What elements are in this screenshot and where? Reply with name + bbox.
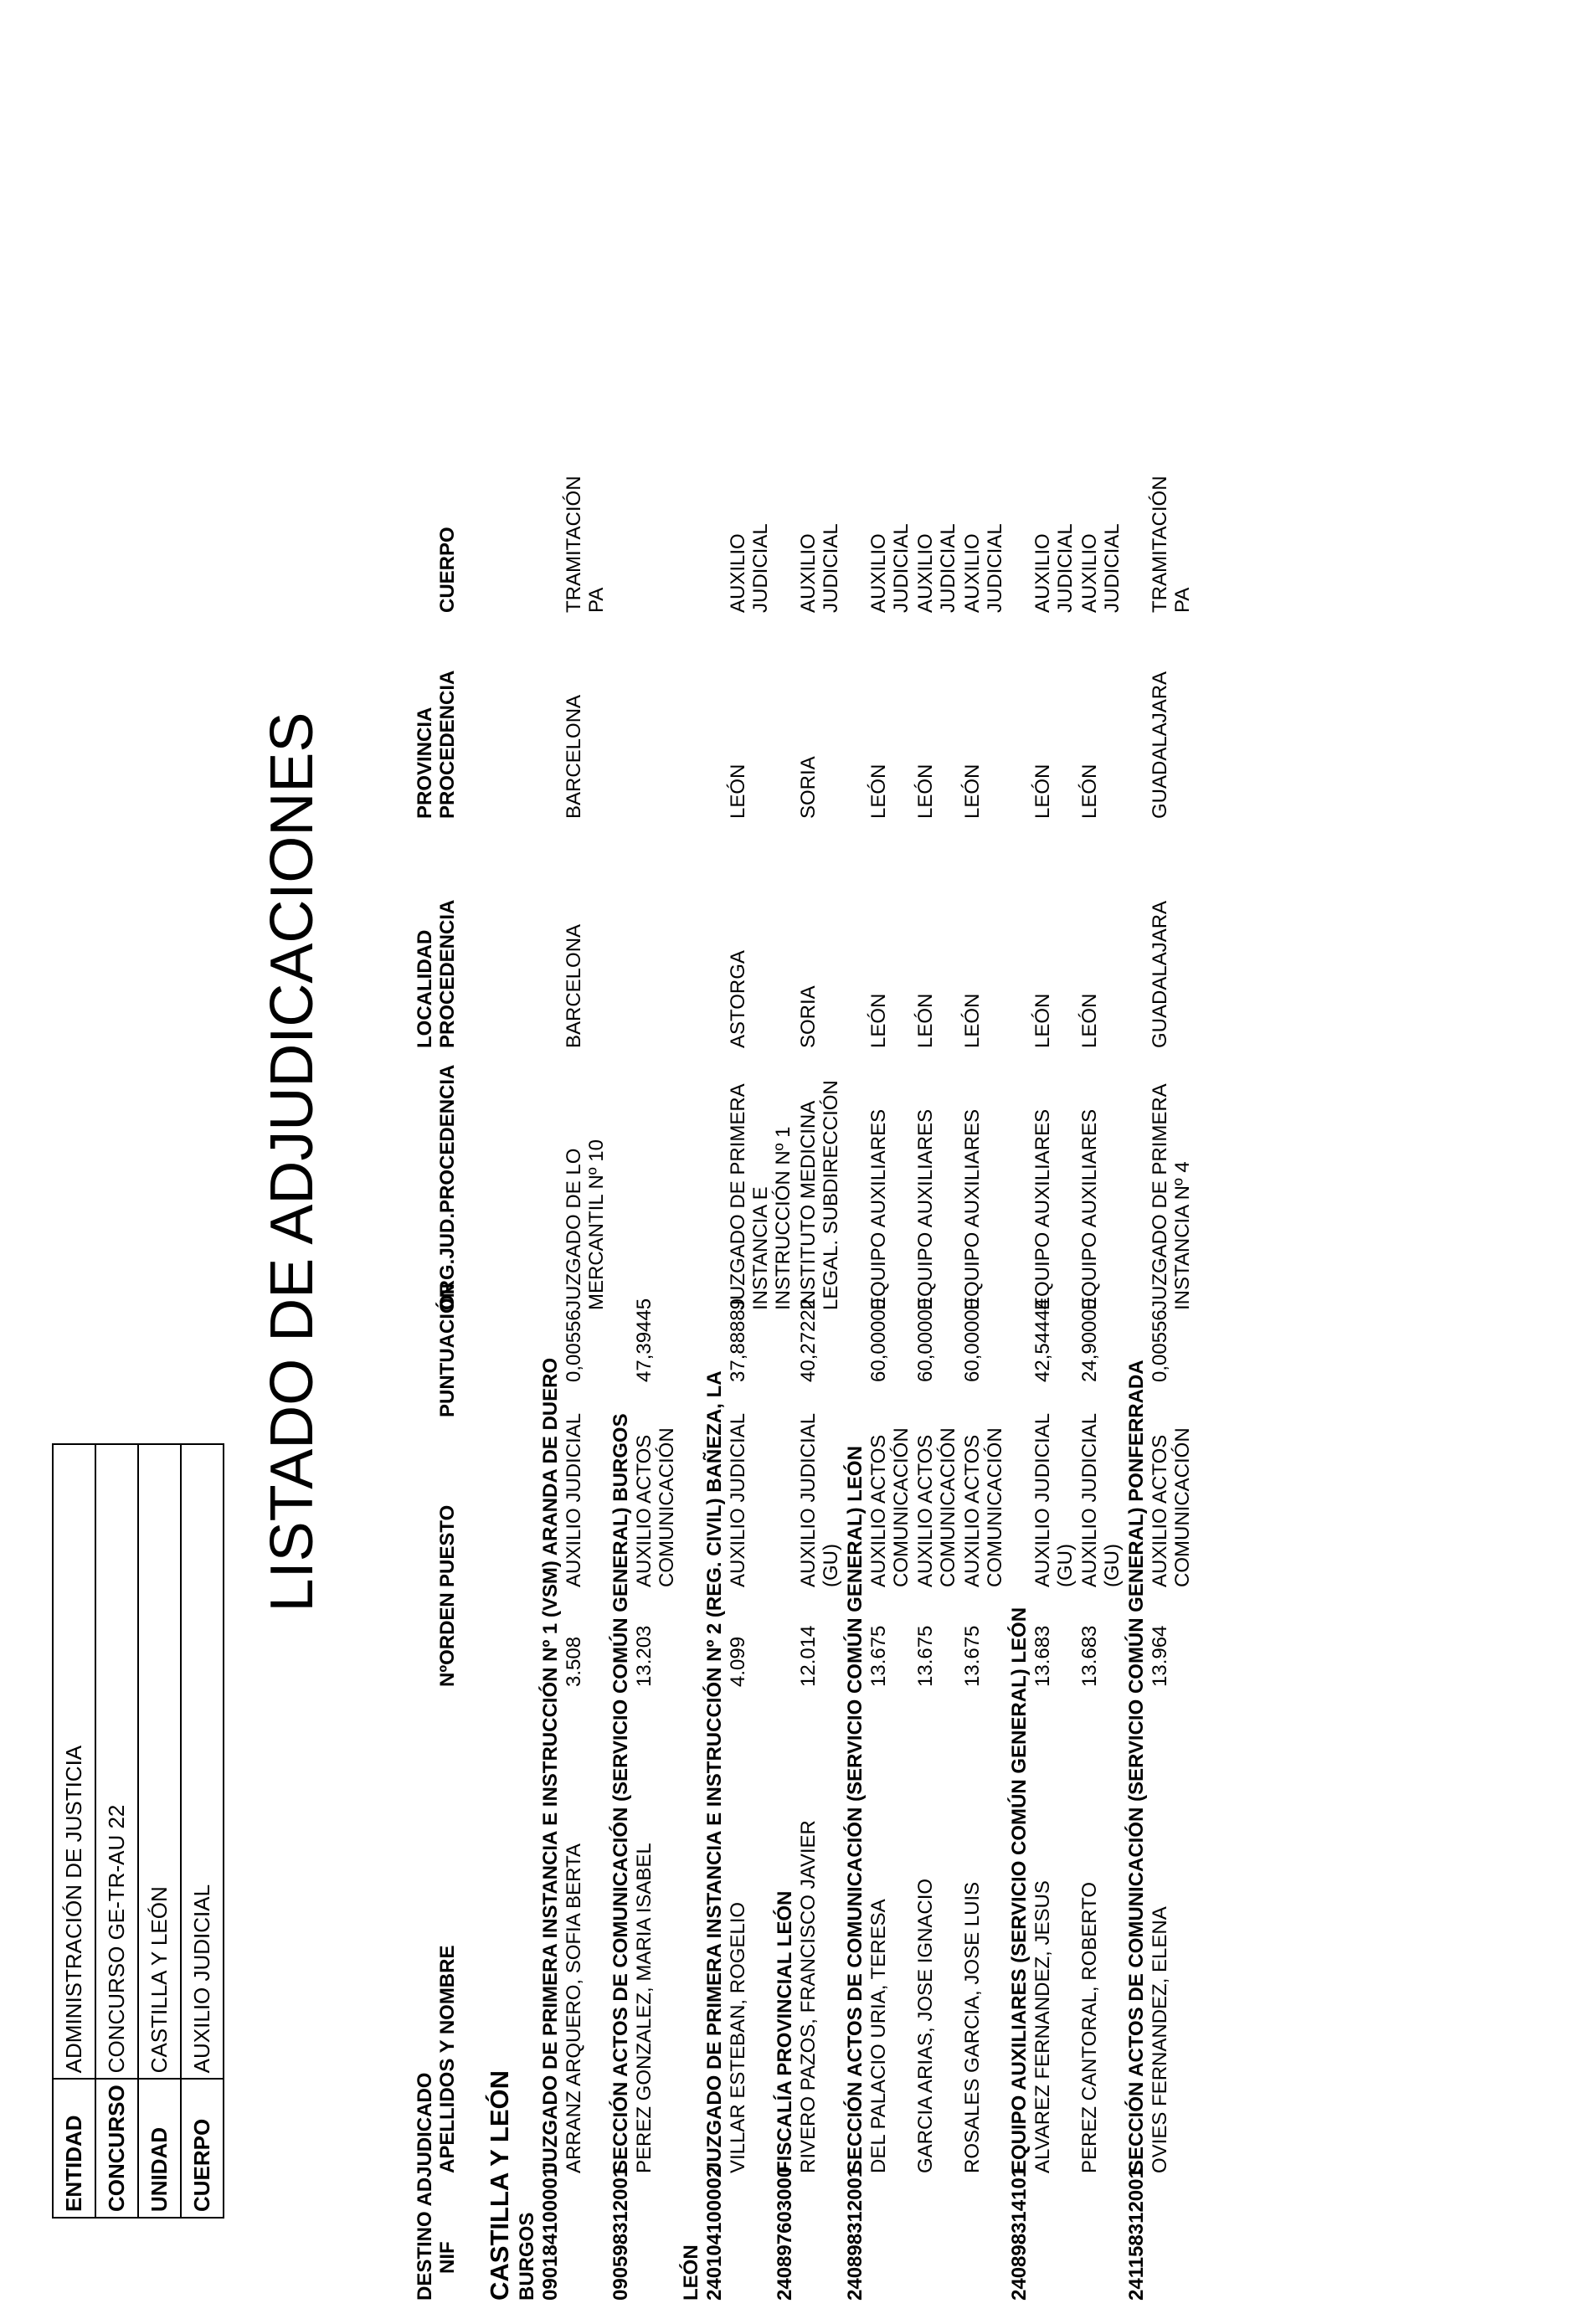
- cell-puesto: AUXILIO JUDICIAL: [727, 1412, 749, 1587]
- cell-puntuacion: 42,54444: [1031, 1298, 1054, 1382]
- header-value: CASTILLA Y LEÓN: [138, 1444, 181, 2079]
- destination-name: SECCIÓN ACTOS DE COMUNICACIÓN (SERVICIO COMÚN GENERAL) PONFERRADA: [1125, 1360, 1148, 2173]
- cell-org: JUZGADO DE PRIMERA INSTANCIA Nº 4: [1149, 1084, 1194, 1310]
- province-heading: LEÓN: [680, 2244, 702, 2301]
- cell-provincia: LEÓN: [1078, 764, 1101, 819]
- page-title: LISTADO DE ADJUDICACIONES: [259, 712, 326, 1612]
- cell-puntuacion: 60,00000: [961, 1298, 984, 1382]
- cell-cuerpo: AUXILIO JUDICIAL: [1031, 523, 1077, 613]
- cell-puesto: AUXILIO ACTOS COMUNICACIÓN: [1149, 1427, 1194, 1587]
- cell-orden: 13.964: [1149, 1625, 1171, 1687]
- cell-cuerpo: AUXILIO JUDICIAL: [1078, 523, 1124, 613]
- header-label: CUERPO: [181, 2079, 224, 2218]
- cell-cuerpo: AUXILIO JUDICIAL: [797, 523, 842, 613]
- cell-puntuacion: 0,00556: [1149, 1309, 1171, 1382]
- cell-cuerpo: AUXILIO JUDICIAL: [867, 523, 913, 613]
- cell-provincia: GUADALAJARA: [1149, 671, 1171, 819]
- destination-name: EQUIPO AUXILIARES (SERVICIO COMÚN GENERAL) LEÓN: [1008, 1607, 1031, 2173]
- cell-puesto: AUXILIO JUDICIAL: [563, 1412, 585, 1587]
- destination-code: 090598312001: [609, 2166, 632, 2301]
- table-row: [1078, 7, 1125, 2301]
- col-org: ORG.JUD.PROCEDENCIA: [436, 1064, 459, 1310]
- cell-org: EQUIPO AUXILIARES: [914, 1108, 937, 1310]
- cell-puesto: AUXILIO ACTOS COMUNICACIÓN: [867, 1427, 913, 1587]
- destination-code: 240104100002: [703, 2166, 726, 2301]
- destination-name: JUZGADO DE PRIMERA INSTANCIA E INSTRUCCIÓN Nº 2 (REG. CIVIL) BAÑEZA, LA: [703, 1370, 726, 2173]
- cell-localidad: BARCELONA: [563, 923, 585, 1048]
- cell-cuerpo: TRAMITACIÓN PA: [1149, 476, 1194, 613]
- cell-localidad: ASTORGA: [727, 950, 749, 1048]
- destination-header: [539, 7, 563, 2301]
- cell-puesto: AUXILIO ACTOS COMUNICACIÓN: [961, 1427, 1006, 1587]
- header-value: ADMINISTRACIÓN DE JUSTICIA: [53, 1444, 95, 2079]
- cell-orden: 13.683: [1078, 1625, 1101, 1687]
- cell-nombre: GARCIA ARIAS, JOSE IGNACIO: [914, 1878, 937, 2173]
- province-heading: BURGOS: [516, 2212, 538, 2301]
- cell-cuerpo: TRAMITACIÓN PA: [563, 476, 608, 613]
- destination-header: [703, 7, 727, 2301]
- cell-org: EQUIPO AUXILIARES: [1031, 1108, 1054, 1310]
- cell-nombre: PEREZ GONZALEZ, MARIA ISABEL: [633, 1843, 656, 2173]
- destination-name: FISCALÍA PROVINCIAL LEÓN: [774, 1890, 796, 2173]
- cell-puntuacion: 24,90000: [1078, 1298, 1101, 1382]
- table-row: [867, 7, 914, 2301]
- col-destino: DESTINO ADJUDICADO: [414, 2072, 436, 2301]
- cell-orden: 4.099: [727, 1636, 749, 1687]
- destination-header: [844, 7, 867, 2301]
- table-row: [797, 7, 844, 2301]
- cell-nombre: PEREZ CANTORAL, ROBERTO: [1078, 1881, 1101, 2173]
- cell-cuerpo: AUXILIO JUDICIAL: [727, 523, 772, 613]
- cell-puesto: AUXILIO ACTOS COMUNICACIÓN: [914, 1427, 959, 1587]
- cell-provincia: LEÓN: [1031, 764, 1054, 819]
- cell-orden: 13.675: [867, 1625, 890, 1687]
- cell-orden: 3.508: [563, 1636, 585, 1687]
- col-localidad: LOCALIDAD PROCEDENCIA: [414, 899, 459, 1048]
- cell-provincia: SORIA: [797, 756, 820, 819]
- cell-puntuacion: 37,88889: [727, 1298, 749, 1382]
- table-row: [1149, 7, 1196, 2301]
- cell-localidad: LEÓN: [867, 993, 890, 1048]
- cell-nombre: DEL PALACIO URIA, TERESA: [867, 1899, 890, 2173]
- cell-nombre: OVIES FERNANDEZ, ELENA: [1149, 1906, 1171, 2173]
- destination-header: [609, 7, 633, 2301]
- col-cuerpo: CUERPO: [436, 527, 459, 613]
- cell-localidad: LEÓN: [1031, 993, 1054, 1048]
- region-heading: CASTILLA Y LEÓN: [485, 2069, 514, 2301]
- header-row-cuerpo: [181, 1444, 224, 2218]
- cell-puesto: AUXILIO JUDICIAL (GU): [797, 1413, 842, 1587]
- table-row: [1031, 7, 1078, 2301]
- cell-nombre: ARRANZ ARQUERO, SOFIA BERTA: [563, 1843, 585, 2173]
- cell-org: EQUIPO AUXILIARES: [1078, 1108, 1101, 1310]
- cell-nombre: ROSALES GARCIA, JOSE LUIS: [961, 1881, 984, 2173]
- header-label: UNIDAD: [138, 2079, 181, 2218]
- cell-nombre: RIVERO PAZOS, FRANCISCO JAVIER: [797, 1820, 820, 2173]
- col-nif: NIF: [436, 2241, 459, 2274]
- cell-provincia: LEÓN: [961, 764, 984, 819]
- cell-puntuacion: 60,00000: [867, 1298, 890, 1382]
- cell-puntuacion: 60,00000: [914, 1298, 937, 1382]
- column-headers: [414, 0, 481, 2324]
- cell-provincia: BARCELONA: [563, 694, 585, 819]
- table-row: [633, 7, 680, 2301]
- cell-localidad: GUADALAJARA: [1149, 900, 1171, 1048]
- col-puntuacion: PUNTUACIÓN: [436, 1283, 459, 1417]
- destination-code: 240897603000: [774, 2166, 796, 2301]
- adjudication-list: [484, 7, 1196, 2301]
- destination-code: 241158312001: [1125, 2167, 1148, 2301]
- destination-code: 240898314101: [1008, 2166, 1031, 2301]
- destination-name: SECCIÓN ACTOS DE COMUNICACIÓN (SERVICIO COMÚN GENERAL) BURGOS: [609, 1413, 632, 2173]
- cell-org: EQUIPO AUXILIARES: [961, 1108, 984, 1310]
- cell-puesto: AUXILIO JUDICIAL (GU): [1078, 1413, 1124, 1587]
- cell-org: INSTITUTO MEDICINA LEGAL. SUBDIRECCIÓN: [797, 1080, 842, 1310]
- cell-localidad: LEÓN: [961, 993, 984, 1048]
- header-row-concurso: [95, 1444, 138, 2218]
- destination-header: [774, 7, 797, 2301]
- cell-orden: 13.203: [633, 1625, 656, 1687]
- destination-header: [1008, 7, 1031, 2301]
- cell-provincia: LEÓN: [867, 764, 890, 819]
- header-table: [52, 1443, 224, 2219]
- cell-cuerpo: AUXILIO JUDICIAL: [961, 523, 1006, 613]
- header-label: ENTIDAD: [53, 2079, 95, 2218]
- cell-nombre: ALVAREZ FERNANDEZ, JESUS: [1031, 1880, 1054, 2173]
- destination-code: 240898312001: [844, 2166, 866, 2301]
- cell-localidad: LEÓN: [914, 993, 937, 1048]
- cell-localidad: LEÓN: [1078, 993, 1101, 1048]
- cell-puntuacion: 40,27222: [797, 1298, 820, 1382]
- cell-puesto: AUXILIO ACTOS COMUNICACIÓN: [633, 1427, 678, 1587]
- cell-org: JUZGADO DE PRIMERA INSTANCIA E INSTRUCCIÓN Nº 1: [727, 1084, 794, 1310]
- header-row-unidad: [138, 1444, 181, 2218]
- destination-name: JUZGADO DE PRIMERA INSTANCIA E INSTRUCCIÓN Nº 1 (VSM) ARANDA DE DUERO: [539, 1357, 562, 2173]
- cell-puntuacion: 0,00556: [563, 1309, 585, 1382]
- header-value: AUXILIO JUDICIAL: [181, 1444, 224, 2079]
- cell-puesto: AUXILIO JUDICIAL (GU): [1031, 1413, 1077, 1587]
- table-row: [961, 7, 1008, 2301]
- col-provincia: PROVINCIA PROCEDENCIA: [414, 670, 459, 819]
- cell-org: EQUIPO AUXILIARES: [867, 1108, 890, 1310]
- cell-localidad: SORIA: [797, 985, 820, 1048]
- cell-orden: 12.014: [797, 1625, 820, 1687]
- cell-orden: 13.675: [914, 1625, 937, 1687]
- destination-code: 090184100001: [539, 2166, 562, 2301]
- col-apellidos: APELLIDOS Y NOMBRE: [436, 1945, 459, 2173]
- cell-org: JUZGADO DE LO MERCANTIL Nº 10: [563, 1139, 608, 1310]
- header-row-entidad: [53, 1444, 95, 2218]
- cell-nombre: VILLAR ESTEBAN, ROGELIO: [727, 1901, 749, 2173]
- destination-name: SECCIÓN ACTOS DE COMUNICACIÓN (SERVICIO COMÚN GENERAL) LEÓN: [844, 1446, 866, 2173]
- table-row: [914, 7, 961, 2301]
- header-label: CONCURSO: [95, 2079, 138, 2218]
- table-row: [563, 7, 609, 2301]
- cell-orden: 13.683: [1031, 1625, 1054, 1687]
- cell-orden: 13.675: [961, 1625, 984, 1687]
- col-puesto: PUESTO: [436, 1504, 459, 1587]
- cell-provincia: LEÓN: [914, 764, 937, 819]
- col-orden: NºORDEN: [436, 1592, 459, 1687]
- cell-provincia: LEÓN: [727, 764, 749, 819]
- destination-header: [1125, 7, 1149, 2301]
- cell-puntuacion: 47,39445: [633, 1298, 656, 1382]
- cell-cuerpo: AUXILIO JUDICIAL: [914, 523, 959, 613]
- header-value: CONCURSO GE-TR-AU 22: [95, 1444, 138, 2079]
